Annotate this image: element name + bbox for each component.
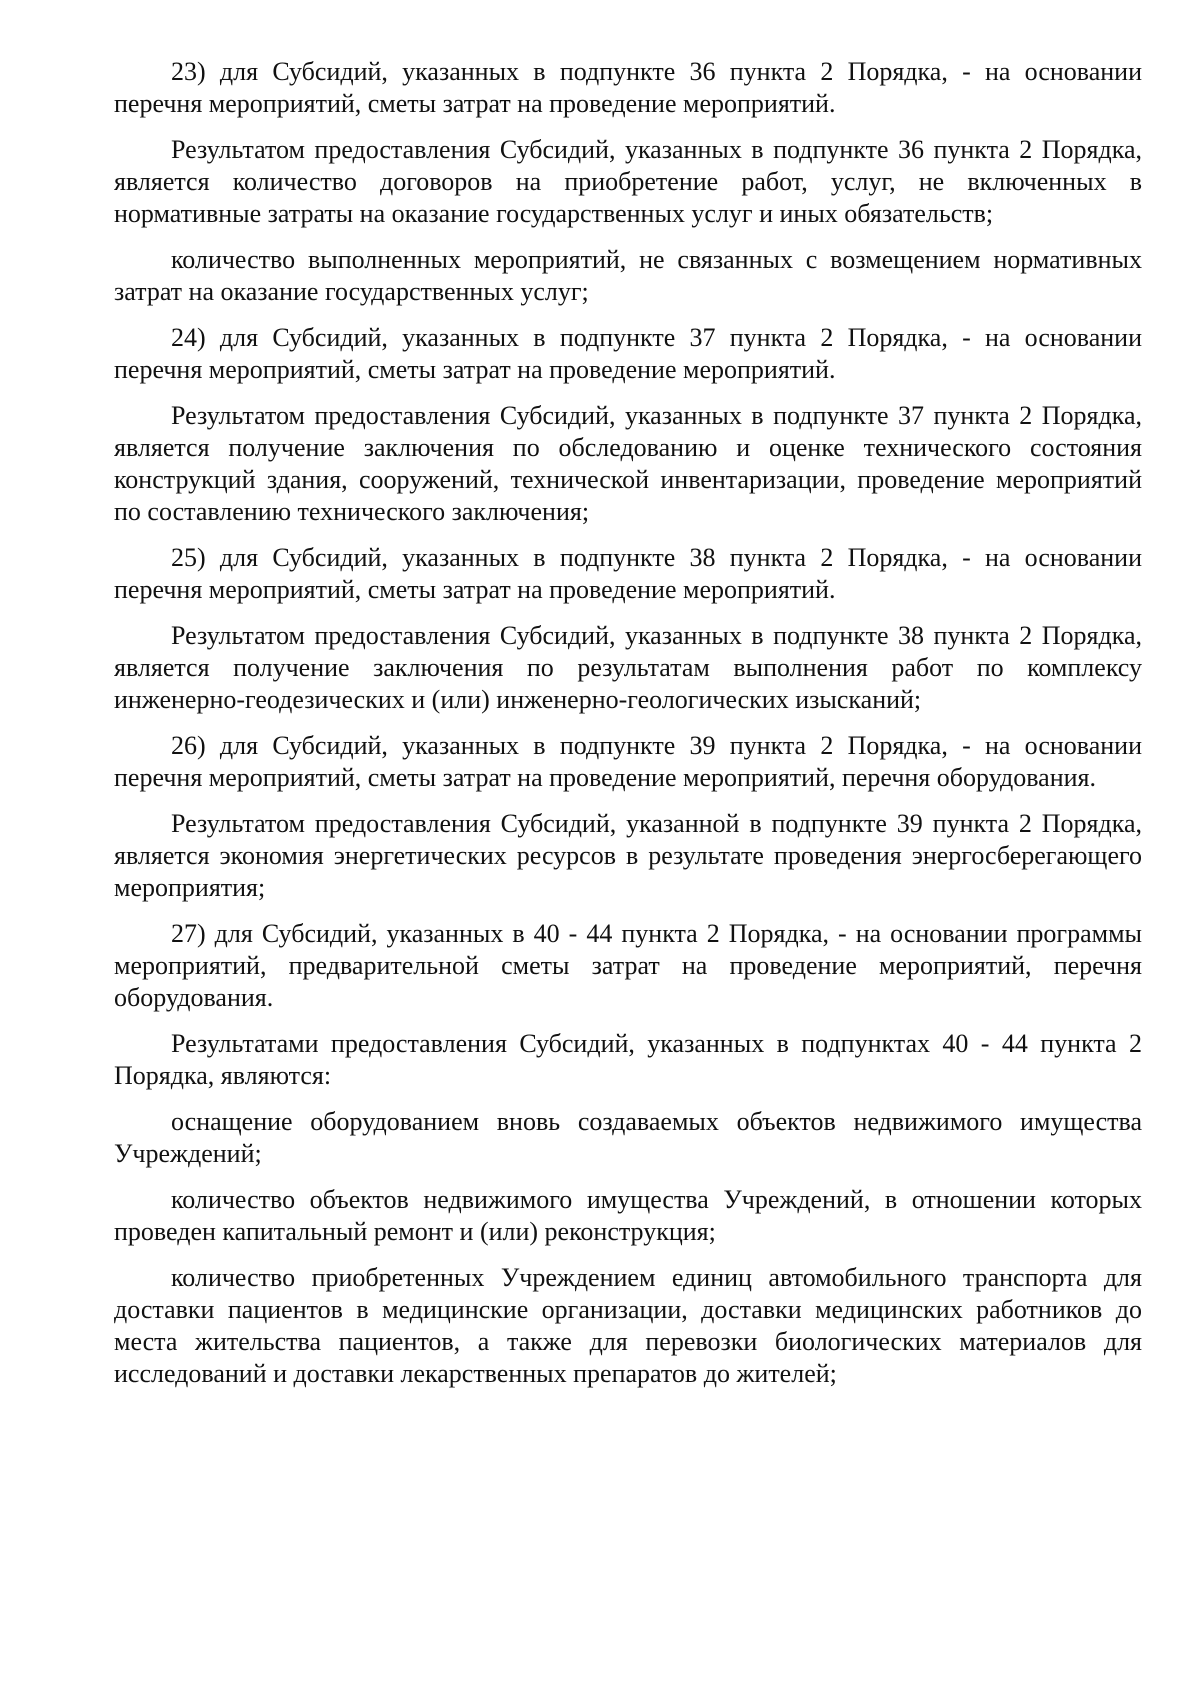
paragraph-item-23: 23) для Субсидий, указанных в подпункте 36 пункта 2 Порядка, - на основании перечня мероприятий, сметы затрат на проведение мероприятий. xyxy=(114,57,1142,118)
document-body xyxy=(114,56,1142,1390)
paragraph-result-equipment: оснащение оборудованием вновь создаваемых объектов недвижимого имущества Учреждений; xyxy=(114,1107,1142,1168)
paragraph-result-36: Результатом предоставления Субсидий, указанных в подпункте 36 пункта 2 Порядка, является количество договоров на приобретение работ, услуг, не включенных в нормативные затраты на оказание государственных услуг и иных обязательств; xyxy=(114,135,1142,228)
paragraph-result-37: Результатом предоставления Субсидий, указанных в подпункте 37 пункта 2 Порядка, является получение заключения по обследованию и оценке технического состояния конструкций здания, сооружений, технической инвентаризации, проведение мероприятий по составлению технического заключения; xyxy=(114,401,1142,526)
paragraph-result-transport: количество приобретенных Учреждением единиц автомобильного транспорта для доставки пациентов в медицинские организации, доставки медицинских работников до места жительства пациентов, а также для перевозки биологических материалов для исследований и доставки лекарственных препаратов до жителей; xyxy=(114,1263,1142,1388)
paragraph-item-26: 26) для Субсидий, указанных в подпункте 39 пункта 2 Порядка, - на основании перечня мероприятий, сметы затрат на проведение мероприятий, перечня оборудования. xyxy=(114,731,1142,792)
paragraph-results-40-44: Результатами предоставления Субсидий, указанных в подпунктах 40 - 44 пункта 2 Порядка, являются: xyxy=(114,1029,1142,1090)
paragraph-item-25: 25) для Субсидий, указанных в подпункте 38 пункта 2 Порядка, - на основании перечня мероприятий, сметы затрат на проведение мероприятий. xyxy=(114,543,1142,604)
paragraph-item-24: 24) для Субсидий, указанных в подпункте 37 пункта 2 Порядка, - на основании перечня мероприятий, сметы затрат на проведение мероприятий. xyxy=(114,323,1142,384)
paragraph-item-27: 27) для Субсидий, указанных в 40 - 44 пункта 2 Порядка, - на основании программы мероприятий, предварительной сметы затрат на проведение мероприятий, перечня оборудования. xyxy=(114,919,1142,1012)
paragraph-result-39: Результатом предоставления Субсидий, указанной в подпункте 39 пункта 2 Порядка, является экономия энергетических ресурсов в результате проведения энергосберегающего мероприятия; xyxy=(114,809,1142,902)
paragraph-result-repair: количество объектов недвижимого имущества Учреждений, в отношении которых проведен капитальный ремонт и (или) реконструкция; xyxy=(114,1185,1142,1246)
paragraph-result-36-count: количество выполненных мероприятий, не связанных с возмещением нормативных затрат на оказание государственных услуг; xyxy=(114,245,1142,306)
paragraph-result-38: Результатом предоставления Субсидий, указанных в подпункте 38 пункта 2 Порядка, является получение заключения по результатам выполнения работ по комплексу инженерно-геодезических и (или) инженерно-геологических изысканий; xyxy=(114,621,1142,714)
